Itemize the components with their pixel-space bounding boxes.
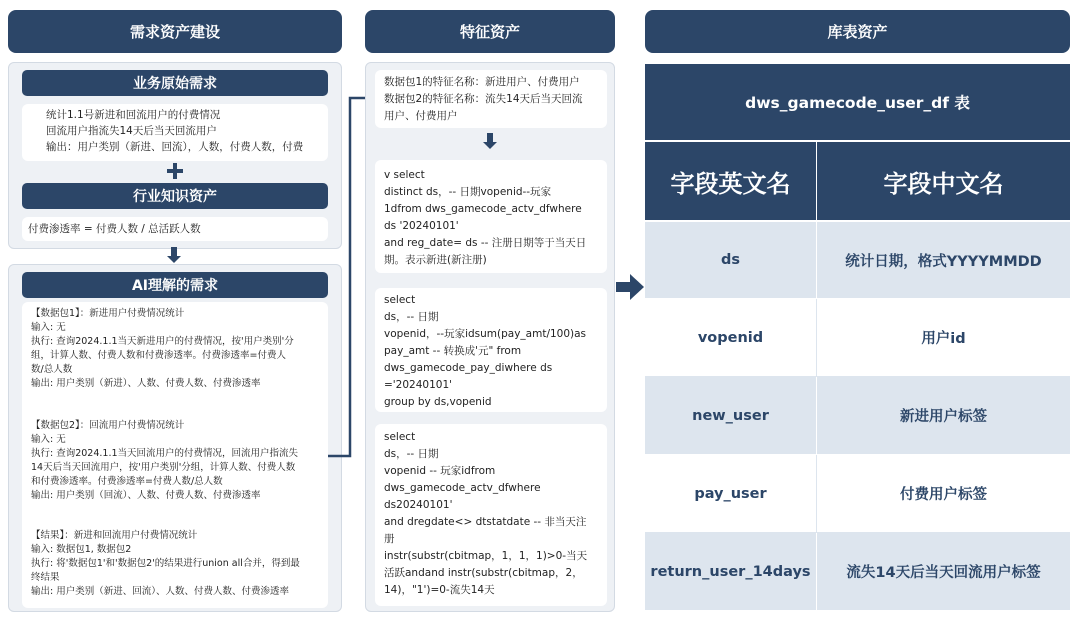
field-en: new_user	[645, 377, 817, 454]
field-en: pay_user	[645, 455, 817, 532]
sql-new-user-card: v select distinct ds，-- 日期vopenid--玩家 1dfrom dws_gamecode_actv_dfwhere ds '20240101' and reg_date= ds -- 注册日期等于当天日 期。表示新进(新注册)	[375, 160, 607, 273]
biz-requirement-text: 统计1.1号新进和回流用户的付费情况 回流用户指流失14天后当天回流用户 输出：用户类别（新进、回流），人数，付费人数，付费	[22, 104, 328, 161]
table-row	[645, 222, 1070, 299]
right-arrow-icon	[616, 274, 644, 300]
sql-return-user-card: select ds，-- 日期 vopenid -- 玩家idfrom dws_gamecode_actv_dfwhere ds20240101' and dregdate<> dtstatdate -- 非当天注 册 instr(substr(cbitmap，1，1，1)>0-当天 活跃andand instr(substr(cbitmap，2， 14)，"1')=0-流失14天	[375, 424, 607, 606]
field-cn: 新进用户标签	[900, 409, 987, 425]
table-name: dws_gamecode_user_df 表	[645, 64, 1070, 140]
feature-names-card: 数据包1的特征名称：新进用户、付费用户 数据包2的特征名称：流失14天后当天回流 用户、付费用户	[375, 70, 607, 128]
right-header: 库表资产	[645, 10, 1070, 53]
plus-icon	[167, 163, 183, 179]
field-en: vopenid	[645, 299, 817, 376]
down-arrow-icon	[167, 247, 181, 264]
field-cn: 付费用户标签	[900, 487, 987, 503]
table-row	[645, 377, 1070, 455]
sql-pay-user-card: select ds，-- 日期 vopenid，--玩家idsum(pay_amt/100)as pay_amt -- 转换成'元" from dws_gamecode_pay_diwhere ds ='20240101' group by ds,vopenid	[375, 288, 607, 412]
biz-requirement-title: 业务原始需求	[22, 70, 328, 96]
industry-knowledge-title: 行业知识资产	[22, 183, 328, 209]
field-cn: 用户id	[921, 331, 966, 347]
data-pack-1-text: 【数据包1】：新进用户付费情况统计 输入: 无 执行: 查询2024.1.1当天新进用户的付费情况，按'用户类别'分 组，计算人数、付费人数和付费渗透率。付费渗透率=付费人 数/总人数 输出: 用户类别（新进）、人数、付费人数、付费渗透率	[31, 308, 294, 389]
industry-knowledge-text: 付费渗透率 = 付费人数 / 总活跃人数	[22, 217, 328, 241]
data-pack-2-text: 【数据包2】：回流用户付费情况统计 输入: 无 执行: 查询2024.1.1当天回流用户的付费情况，回流用户指流失 14天后当天回流用户，按'用户类别'分组，计算人数、付费人数 和付费渗透率。付费渗透率=付费人数/总人数 输出: 用户类别（回流）、人数、付费人数、付费渗透率	[31, 420, 299, 501]
result-text: 【结果】：新进和回流用户付费情况统计 输入: 数据包1, 数据包2 执行: 将'数据包1'和'数据包2'的结果进行union all合并，得到最 终结果 输出: 用户类别（新进、回流）、人数、付费人数、付费渗透率	[31, 530, 300, 597]
middle-header: 特征资产	[365, 10, 615, 53]
table-row	[645, 299, 1070, 377]
table-header-row	[645, 142, 1070, 220]
column-header-en: 字段英文名	[645, 142, 817, 220]
ai-requirement-title: AI理解的需求	[22, 272, 328, 298]
field-table-body	[645, 222, 1070, 612]
left-header: 需求资产建设	[8, 10, 342, 53]
column-header-cn: 字段中文名	[883, 169, 1004, 198]
field-cn: 统计日期，格式YYYYMMDD	[845, 253, 1042, 270]
field-cn: 流失14天后当天回流用户标签	[846, 565, 1041, 581]
down-arrow-icon	[483, 133, 497, 150]
field-en: return_user_14days	[645, 533, 817, 610]
table-row	[645, 455, 1070, 533]
field-en: ds	[645, 222, 817, 298]
table-row	[645, 533, 1070, 610]
